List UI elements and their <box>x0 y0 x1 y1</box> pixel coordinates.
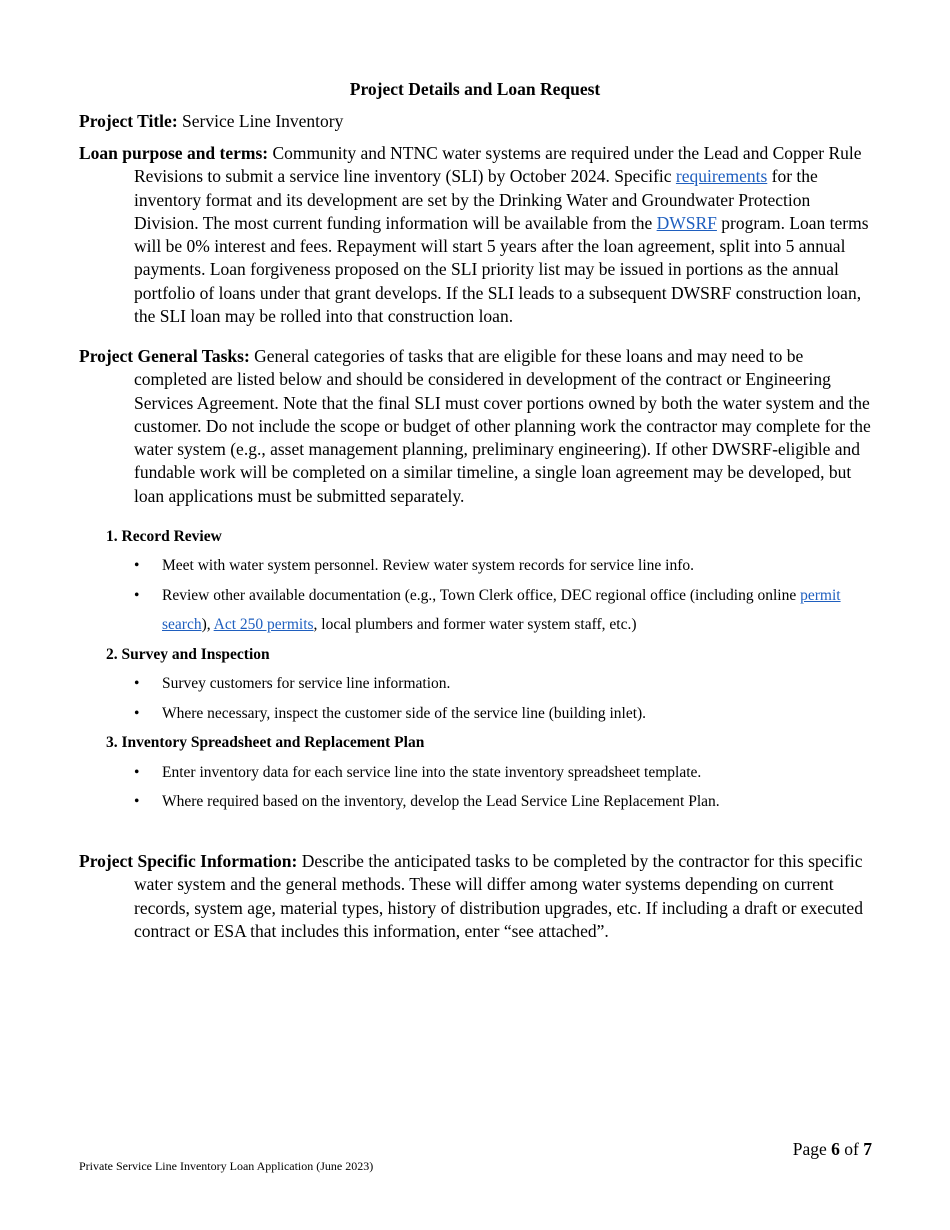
list-item <box>134 669 874 698</box>
task-heading-inventory-spreadsheet: 3. Inventory Spreadsheet and Replacement Plan <box>106 734 425 751</box>
task-heading-survey-inspection: 2. Survey and Inspection <box>106 646 270 663</box>
loan-purpose-paragraph <box>79 142 879 328</box>
bullet-icon: • <box>134 675 140 692</box>
list-item-text-part: Review other available documentation (e.g., Town Clerk office, DEC regional office (including online <box>162 587 801 604</box>
dwsrf-link[interactable]: DWSRF <box>656 212 717 233</box>
bullet-icon: • <box>134 587 140 604</box>
project-title-line <box>79 110 343 133</box>
specific-info-label: Project Specific Information: <box>79 851 298 871</box>
list-item <box>134 699 874 728</box>
list-item <box>134 551 874 580</box>
specific-info-text: Describe the anticipated tasks to be completed by the contractor for this specific water system and the general methods. These will differ among water systems depending on current records, system age, material types, history of distribution upgrades, etc. If including a draft or executed contract or ESA that includes this information, enter “see attached”. <box>134 851 863 941</box>
page-heading: Project Details and Loan Request <box>349 79 601 99</box>
page-number-mid: of <box>839 1139 864 1159</box>
page-number <box>793 1138 872 1160</box>
loan-purpose-label: Loan purpose and terms: <box>79 143 269 163</box>
general-tasks-label: Project General Tasks: <box>79 346 250 366</box>
list-item-text <box>162 581 874 639</box>
list-item <box>134 787 874 816</box>
page-number-total: 7 <box>863 1139 872 1159</box>
list-item-text: Where required based on the inventory, develop the Lead Service Line Replacement Plan. <box>162 793 720 810</box>
page-number-current: 6 <box>831 1139 840 1159</box>
list-item-text: Where necessary, inspect the customer side of the service line (building inlet). <box>162 705 647 722</box>
requirements-link[interactable]: requirements <box>675 166 768 187</box>
general-tasks-text: General categories of tasks that are eligible for these loans and may need to be completed are listed below and should be considered in development of the contract or Engineering Services Agreement. Note that the final SLI must cover portions owned by both the water system and the customer. Do not include the scope or budget of other planning work the contractor may complete for the water system (e.g., asset management planning, preliminary engineering). If other DWSRF-eligible and fundable work will be completed on a similar timeline, a single loan agreement may be developed, but loan applications must be submitted separately. <box>134 346 871 506</box>
list-item <box>134 758 874 787</box>
bullet-icon: • <box>134 793 140 810</box>
footer-note: Private Service Line Inventory Loan Application (June 2023) <box>79 1159 374 1173</box>
bullet-icon: • <box>134 557 140 574</box>
specific-info-paragraph <box>79 850 879 943</box>
page-number-prefix: Page <box>792 1139 832 1159</box>
project-title-value: Service Line Inventory <box>182 111 344 131</box>
list-item <box>134 581 874 639</box>
list-item-text-part: ), <box>201 616 214 633</box>
act-250-permits-link[interactable]: Act 250 permits <box>213 616 314 633</box>
list-item-text: Survey customers for service line information. <box>162 675 451 692</box>
permit-search-link[interactable]: permit search <box>162 587 841 633</box>
loan-purpose-text-1: Community and NTNC water systems are required under the Lead and Copper Rule Revisions to submit a service line inventory (SLI) by October 2024. Specific <box>134 143 862 187</box>
list-item-text: Meet with water system personnel. Review water system records for service line info. <box>162 557 695 574</box>
task-heading-record-review: 1. Record Review <box>106 528 222 545</box>
bullet-icon: • <box>134 705 140 722</box>
list-item-text: Enter inventory data for each service line into the state inventory spreadsheet template. <box>162 764 702 781</box>
bullet-icon: • <box>134 764 140 781</box>
list-item-text-part: , local plumbers and former water system staff, etc.) <box>313 616 637 633</box>
general-tasks-paragraph <box>79 345 879 508</box>
loan-purpose-text-3: program. Loan terms will be 0% interest and fees. Repayment will start 5 years after the loan agreement, split into 5 annual payments. Loan forgiveness proposed on the SLI priority list may be issued in portions as the annual portfolio of loans under that grant develops. If the SLI leads to a subsequent DWSRF construction loan, the SLI loan may be rolled into that construction loan. <box>134 212 869 327</box>
loan-purpose-text-2: for the inventory format and its development are set by the Drinking Water and Groundwater Protection Division. The most current funding information will be available from the <box>134 166 818 233</box>
project-title-label: Project Title: <box>79 111 178 131</box>
